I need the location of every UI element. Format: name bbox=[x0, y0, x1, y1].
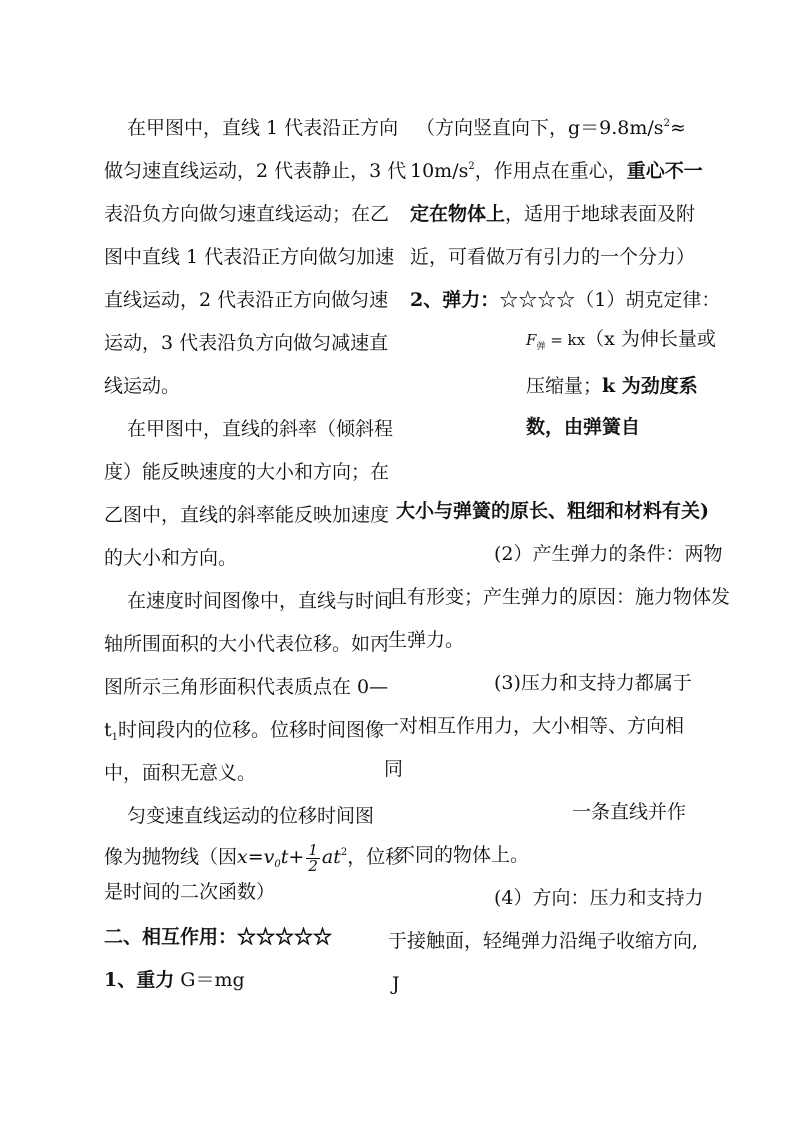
r-line-5-rest: （1）胡克定律： bbox=[575, 289, 721, 311]
r-line-8: 数，由弹簧自 bbox=[526, 416, 641, 438]
gravity-label: 1、重力 bbox=[104, 969, 175, 991]
r-line-6-rest: （x 为伸长量或 bbox=[585, 328, 716, 350]
p4-line-3: 是时间的二次函数） bbox=[104, 881, 276, 903]
r-line-2-bold: 重心不一 bbox=[626, 160, 703, 182]
formula-x: x bbox=[237, 846, 248, 868]
p3-line-2: 轴所围面积的大小代表位移。如丙 bbox=[104, 633, 390, 655]
r-line-7 bbox=[526, 374, 698, 398]
r-line-16: 一条直线并作 bbox=[572, 801, 687, 823]
gravity-formula: G＝mg bbox=[174, 969, 245, 991]
p3-line-4-text: 时间段内的位移。位移时间图像 bbox=[118, 719, 385, 741]
r-line-3 bbox=[410, 202, 695, 226]
fraction-numerator: 1 bbox=[308, 840, 318, 859]
r-line-4: 近，可看做万有引力的一个分力） bbox=[410, 246, 696, 268]
formula-at: at bbox=[321, 846, 341, 868]
r-line-11: 且有形变；产生弹力的原因：施力物体发 bbox=[388, 586, 731, 608]
r-line-1-text: （方向竖直向下，g＝9.8m/s bbox=[416, 117, 664, 139]
r-line-3-bold: 定在物体上 bbox=[410, 203, 506, 225]
r-line-20: J bbox=[392, 973, 400, 995]
r-line-10: (2）产生弹力的条件：两物 bbox=[494, 543, 723, 565]
r-line-1-end: ≈ bbox=[669, 117, 686, 139]
p1-line-2: 做匀速直线运动，2 代表静止，3 代 bbox=[104, 160, 407, 182]
r-line-14: 一对相互作用力，大小相等、方向相 bbox=[380, 715, 685, 737]
r-line-13: (3)压力和支持力都属于 bbox=[494, 672, 692, 694]
hooke-F: F bbox=[526, 331, 537, 349]
p1-line-3: 表沿负方向做匀速直线运动；在乙 bbox=[104, 203, 390, 225]
r-line-1-sup: 2 bbox=[663, 118, 670, 129]
formula-fraction bbox=[306, 840, 320, 875]
r-line-15: 同 bbox=[384, 758, 404, 780]
p3-line-3: 图所示三角形面积代表质点在 0— bbox=[104, 676, 389, 698]
p4-line-1: 匀变速直线运动的位移时间图 bbox=[127, 805, 375, 827]
r-line-3-rest: ，适用于地球表面及附 bbox=[505, 203, 696, 225]
fraction-denominator: 2 bbox=[308, 856, 318, 875]
formula-v-sub: 0 bbox=[274, 859, 281, 870]
p2-line-3: 乙图中，直线的斜率能反映加速度 bbox=[104, 504, 390, 526]
r-line-17: 不同的物体上。 bbox=[396, 844, 530, 866]
r-line-2-sup: 2 bbox=[468, 161, 475, 172]
time-symbol: t bbox=[104, 719, 112, 741]
right-column bbox=[380, 0, 750, 1122]
r-line-5-bold: 2、弹力： bbox=[410, 289, 500, 311]
p1-line-5: 直线运动，2 代表沿正方向做匀速 bbox=[104, 289, 389, 311]
heading-interaction: 二、相互作用：☆☆☆☆☆ bbox=[104, 926, 333, 948]
r-line-2-pre: 10m/s bbox=[410, 160, 469, 182]
r-line-7-bold: k 为劲度系 bbox=[602, 375, 698, 397]
formula-t: t bbox=[280, 846, 289, 868]
gravity-line bbox=[104, 968, 245, 992]
r-line-6 bbox=[526, 327, 716, 352]
p1-line-1: 在甲图中，直线 1 代表沿正方向 bbox=[127, 117, 399, 139]
r-line-2-mid: ，作用点在重心， bbox=[474, 160, 627, 182]
formula-v: v bbox=[263, 846, 275, 868]
r-line-5 bbox=[410, 288, 720, 312]
p3-line-4 bbox=[104, 718, 384, 742]
r-line-1 bbox=[416, 116, 686, 140]
p2-line-2: 度）能反映速度的大小和方向；在 bbox=[104, 461, 390, 483]
hooke-eq: = kx bbox=[545, 331, 586, 349]
r-line-9: 大小与弹簧的原长、粗细和材料有关) bbox=[396, 500, 709, 522]
time-subscript: 1 bbox=[111, 732, 119, 743]
p1-line-7: 线运动。 bbox=[104, 375, 181, 397]
r-line-18: (4）方向：压力和支持力 bbox=[494, 887, 704, 909]
r-line-2 bbox=[410, 159, 703, 183]
p4-line-2 bbox=[104, 839, 404, 875]
r-line-7-pre: 压缩量； bbox=[526, 375, 603, 397]
p1-line-4: 图中直线 1 代表沿正方向做匀加速 bbox=[104, 246, 395, 268]
formula-plus: + bbox=[288, 846, 305, 868]
p2-line-1: 在甲图中，直线的斜率（倾斜程 bbox=[127, 418, 394, 440]
r-line-19: 于接触面，轻绳弹力沿绳子收缩方向, bbox=[388, 930, 699, 952]
p4-line-2-pre: 像为抛物线（因 bbox=[104, 846, 238, 868]
formula-square: 2 bbox=[340, 847, 348, 858]
r-line-12: 生弹力。 bbox=[388, 629, 465, 651]
p3-line-5: 中，面积无意义。 bbox=[104, 762, 257, 784]
hooke-F-sub: 弹 bbox=[536, 342, 546, 352]
p1-line-6: 运动，3 代表沿负方向做匀减速直 bbox=[104, 332, 389, 354]
p2-line-4: 的大小和方向。 bbox=[104, 547, 238, 569]
formula-eq: = bbox=[247, 846, 264, 868]
r-line-5-stars: ☆☆☆☆ bbox=[499, 289, 576, 311]
p4-line-2-post: ，位移 bbox=[347, 846, 405, 868]
p3-line-1: 在速度时间图像中，直线与时间 bbox=[127, 590, 394, 612]
